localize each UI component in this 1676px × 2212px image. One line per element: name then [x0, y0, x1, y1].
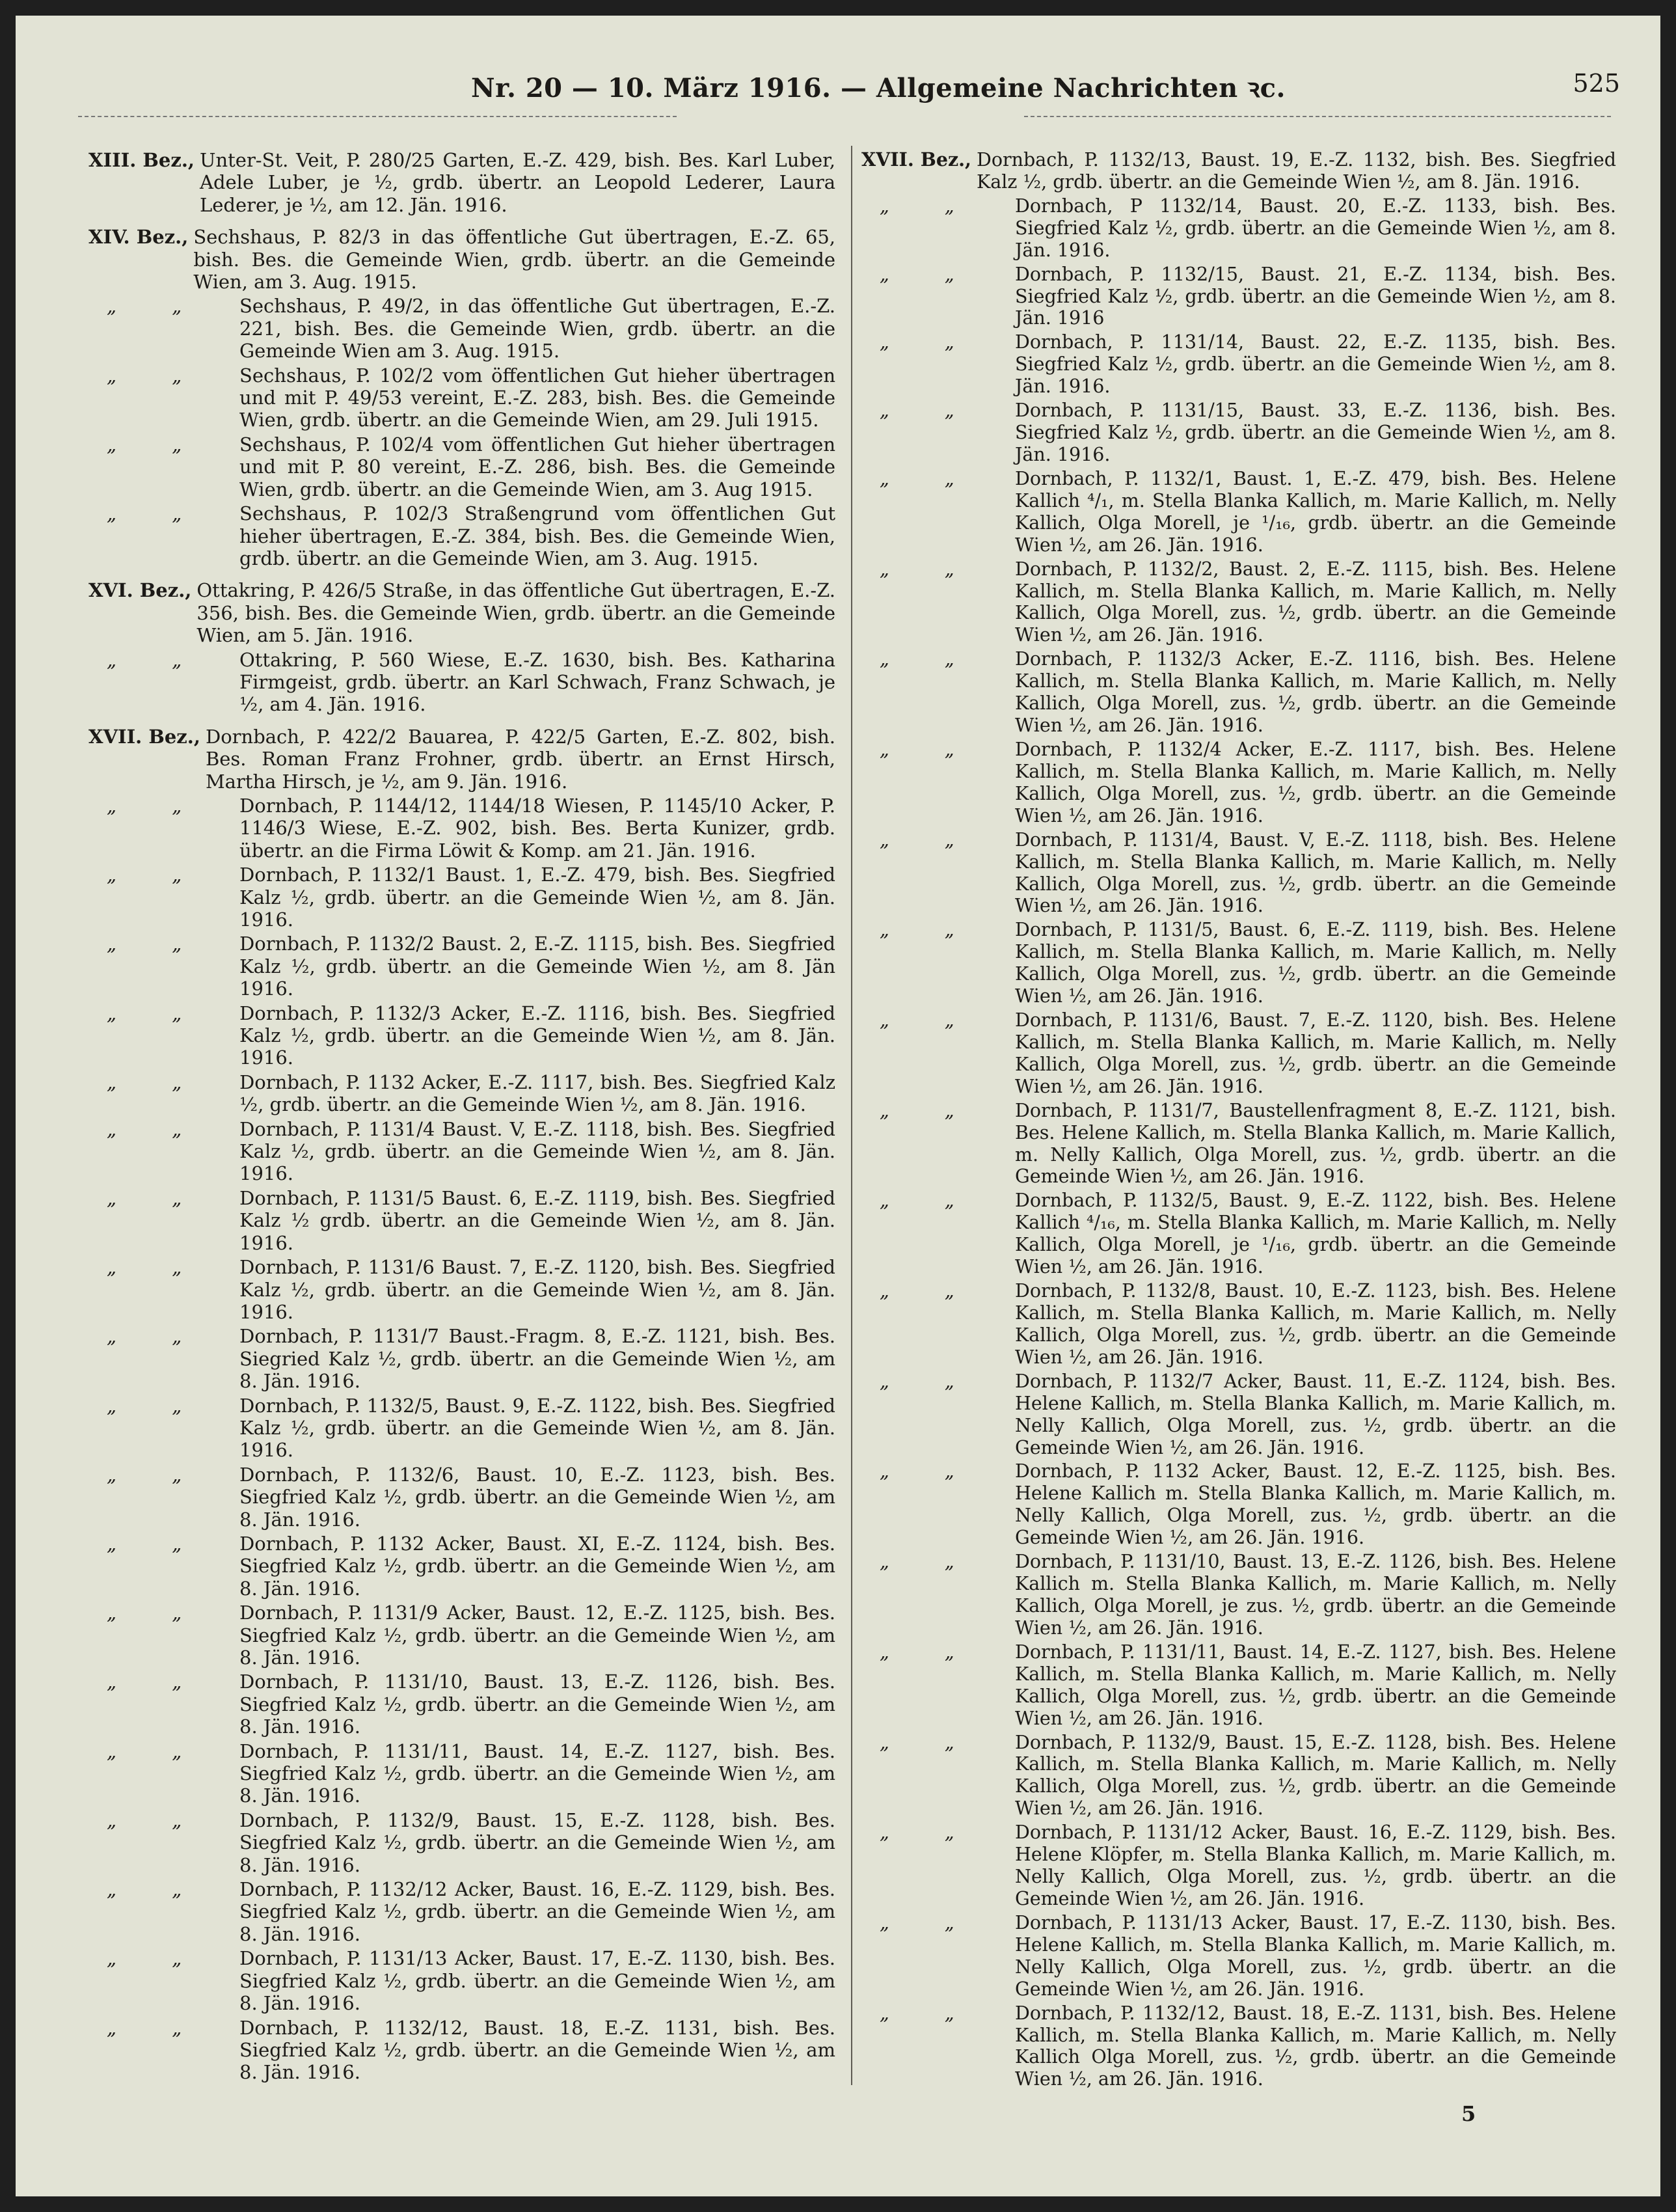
register-entry	[88, 1464, 835, 1531]
ditto-mark: „ „	[107, 502, 207, 525]
register-entry	[861, 2002, 1616, 2091]
ditto-mark: „ „	[107, 1256, 207, 1279]
ditto-mark: „ „	[107, 1532, 207, 1555]
ditto-mark: „ „	[880, 1460, 979, 1482]
entry-text: Dornbach, P. 1132 Acker, Baust. 12, E.-Z. 1125, bish. Bes. Helene Kallich m. Stella Blanka Kallich, m. Marie Kallich, m. Nelly Kallich, Olga Morell, zus. ½, grdb. übertr. an die Gemeinde Wien ½, am 26. Jän. 1916.	[1015, 1460, 1616, 1549]
register-entry	[88, 1533, 835, 1600]
ditto-mark: „ „	[107, 864, 207, 886]
ditto-mark: „ „	[107, 433, 207, 456]
entry-text: Dornbach, P. 1131/5 Baust. 6, E.-Z. 1119, bish. Bes. Siegfried Kalz ½ grdb. übertr. an die Gemeinde Wien ½, am 8. Jän. 1916.	[239, 1186, 835, 1254]
ditto-mark: „ „	[880, 738, 979, 760]
ditto-mark: „ „	[880, 1731, 979, 1753]
register-entry	[861, 1822, 1616, 1910]
register-entry	[861, 264, 1616, 330]
entry-text: Dornbach, P. 1131/14, Baust. 22, E.-Z. 1135, bish. Bes. Siegfried Kalz ½, grdb. übertr. an die Gemeinde Wien ½, am 8. Jän. 1916.	[1015, 331, 1616, 398]
register-entry	[88, 1071, 835, 1116]
ditto-mark: „ „	[107, 364, 207, 387]
register-entry	[88, 433, 835, 500]
ditto-mark: „ „	[880, 400, 979, 422]
left-column	[88, 149, 835, 2086]
district-label: XIV. Bez.,	[88, 226, 189, 249]
ditto-mark: „ „	[107, 648, 207, 671]
entry-text: Dornbach, P. 1131/11, Baust. 14, E.-Z. 1127, bish. Bes. Siegfried Kalz ½, grdb. übertr. an die Gemeinde Wien ½, am 8. Jän. 1916.	[239, 1740, 835, 1807]
entry-text: Dornbach, P. 1131/11, Baust. 14, E.-Z. 1127, bish. Bes. Helene Kallich, m. Stella Blanka Kallich, m. Marie Kallich, m. Nelly Kallich, Olga Morell, zus. ½, grdb. übertr. an die Gemeinde Wien ½, am 26. Jän. 1916.	[1015, 1641, 1616, 1729]
entry-text: Dornbach, P. 1132/4 Acker, E.-Z. 1117, bish. Bes. Helene Kallich, m. Stella Blanka Kallich, m. Marie Kallich, m. Nelly Kallich, Olga Morell, zus. ½, grdb. übertr. an die Gemeinde Wien ½, am 26. Jän. 1916.	[1015, 738, 1616, 826]
ditto-mark: „ „	[880, 1551, 979, 1573]
ditto-mark: „ „	[880, 828, 979, 851]
ditto-mark: „ „	[880, 1911, 979, 1933]
register-entry	[861, 1732, 1616, 1820]
register-entry	[861, 1371, 1616, 1459]
entry-text: Dornbach, P. 1131/10, Baust. 13, E.-Z. 1126, bish. Bes. Siegfried Kalz ½, grdb. übertr. an die Gemeinde Wien ½, am 8. Jän. 1916.	[239, 1671, 835, 1738]
ditto-mark: „ „	[107, 295, 207, 318]
entry-text: Dornbach, P. 1131/13 Acker, Baust. 17, E.-Z. 1130, bish. Bes. Siegfried Kalz ½, grdb. übertr. an die Gemeinde Wien ½, am 8. Jän. 1916.	[239, 1947, 835, 2015]
ditto-mark: „ „	[107, 1740, 207, 1762]
register-entry	[88, 295, 835, 362]
entry-text: Dornbach, P. 1132/7 Acker, Baust. 11, E.-Z. 1124, bish. Bes. Helene Kallich, m. Stella Blanka Kallich, m. Marie Kallich, m. Nelly Kallich, Olga Morell, zus. ½, grdb. übertr. an die Gemeinde Wien ½, am 26. Jän. 1916.	[1015, 1370, 1616, 1458]
entry-text: Dornbach, P. 1131/5, Baust. 6, E.-Z. 1119, bish. Bes. Helene Kallich, m. Stella Blanka Kallich, m. Marie Kallich, m. Nelly Kallich, Olga Morell, zus. ½, grdb. übertr. an die Gemeinde Wien ½, am 26. Jän. 1916.	[1015, 919, 1616, 1007]
ditto-mark: „ „	[880, 558, 979, 580]
entry-text: Sechshaus, P. 102/4 vom öffentlichen Gut hieher übertragen und mit P. 80 vereint, E.-Z. 286, bish. Bes. die Gemeinde Wien, grdb. übertr. an die Gemeinde Wien, am 3. Aug 1915.	[239, 433, 835, 500]
ditto-mark: „ „	[880, 1641, 979, 1663]
ditto-mark: „ „	[880, 467, 979, 489]
register-entry	[88, 226, 835, 293]
register-entry	[88, 1602, 835, 1669]
entry-text: Dornbach, P. 1132/8, Baust. 10, E.-Z. 1123, bish. Bes. Helene Kallich, m. Stella Blanka Kallich, m. Marie Kallich, m. Nelly Kallich, Olga Morell, zus. ½, grdb. übertr. an die Gemeinde Wien ½, am 26. Jän. 1916.	[1015, 1280, 1616, 1368]
district-label: XIII. Bez.,	[88, 149, 195, 171]
register-entry	[88, 1256, 835, 1323]
entry-text: Dornbach, P. 1132/3 Acker, E.-Z. 1116, bish. Bes. Helene Kallich, m. Stella Blanka Kallich, m. Marie Kallich, m. Nelly Kallich, Olga Morell, zus. ½, grdb. übertr. an die Gemeinde Wien ½, am 26. Jän. 1916.	[1015, 648, 1616, 737]
ditto-mark: „ „	[880, 1822, 979, 1844]
entry-text: Dornbach, P. 1132/1, Baust. 1, E.-Z. 479, bish. Bes. Helene Kallich ⁴/₁, m. Stella Blanka Kallich, m. Marie Kallich, m. Nelly Kallich, Olga Morell, je ¹/₁₆, grdb. übertr. an die Gemeinde Wien ½, am 26. Jän. 1916.	[1015, 467, 1616, 556]
ditto-mark: „ „	[880, 1190, 979, 1212]
entry-text: Dornbach, P. 1132 Acker, E.-Z. 1117, bish. Bes. Siegfried Kalz ½, grdb. übertr. an die Gemeinde Wien ½, am 8. Jän. 1916.	[239, 1071, 835, 1116]
district-label: XVII. Bez.,	[861, 148, 971, 171]
entry-text: Dornbach, P. 1131/4, Baust. V, E.-Z. 1118, bish. Bes. Helene Kallich, m. Stella Blanka Kallich, m. Marie Kallich, m. Nelly Kallich, Olga Morell, zus. ½, grdb. übertr. an die Gemeinde Wien ½, am 26. Jän. 1916.	[1015, 828, 1616, 917]
register-entry	[861, 919, 1616, 1007]
register-entry	[861, 149, 1616, 193]
page-header	[16, 69, 1660, 121]
ditto-mark: „ „	[880, 919, 979, 941]
entry-text: Dornbach, P. 1132/1 Baust. 1, E.-Z. 479, bish. Bes. Siegfried Kalz ½, grdb. übertr. an die Gemeinde Wien ½, am 8. Jän. 1916.	[239, 864, 835, 931]
ditto-mark: „ „	[880, 1099, 979, 1121]
header-rule-left	[78, 116, 677, 117]
ditto-mark: „ „	[880, 1280, 979, 1302]
register-entry	[88, 1809, 835, 1876]
register-entry	[88, 502, 835, 569]
register-entry	[861, 1100, 1616, 1188]
entry-text: Sechshaus, P. 102/2 vom öffentlichen Gut hieher übertragen und mit P. 49/53 vereint, E.-Z. 283, bish. Bes. die Gemeinde Wien, grdb. übertr. an die Gemeinde Wien, am 29. Juli 1915.	[239, 364, 835, 431]
entry-text: Dornbach, P. 1131/4 Baust. V, E.-Z. 1118, bish. Bes. Siegfried Kalz ½, grdb. übertr. an die Gemeinde Wien ½, am 8. Jän. 1916.	[239, 1117, 835, 1185]
entry-text: Dornbach, P. 1131/15, Baust. 33, E.-Z. 1136, bish. Bes. Siegfried Kalz ½, grdb. übertr. an die Gemeinde Wien ½, am 8. Jän. 1916.	[1015, 400, 1616, 465]
register-entry	[861, 1460, 1616, 1549]
ditto-mark: „ „	[107, 1878, 207, 1901]
entry-text: Dornbach, P. 1132/2, Baust. 2, E.-Z. 1115, bish. Bes. Helene Kallich, m. Stella Blanka Kallich, m. Marie Kallich, m. Nelly Kallich, Olga Morell, zus. ½, grdb. übertr. an die Gemeinde Wien ½, am 26. Jän. 1916.	[1015, 558, 1616, 646]
register-entry	[88, 1395, 835, 1462]
entry-text: Dornbach, P. 1131/7, Baustellenfragment 8, E.-Z. 1121, bish. Bes. Helene Kallich, m. Stella Blanka Kallich, m. Marie Kallich, m. Nelly Kallich, Olga Morell, zus. ½, grdb. übertr. an die Gemeinde Wien ½, am 26. Jän. 1916.	[1015, 1099, 1616, 1188]
ditto-mark: „ „	[880, 648, 979, 670]
ditto-mark: „ „	[107, 1117, 207, 1140]
register-entry	[861, 468, 1616, 556]
register-entry	[88, 1740, 835, 1807]
entry-text: Ottakring, P. 560 Wiese, E.-Z. 1630, bish. Bes. Katharina Firmgeist, grdb. übertr. an Karl Schwach, Franz Schwach, je ½, am 4. Jän. 1916.	[239, 648, 835, 716]
register-entry	[861, 648, 1616, 737]
ditto-mark: „ „	[107, 1947, 207, 1970]
ditto-mark: „ „	[880, 263, 979, 285]
ditto-mark: „ „	[107, 1071, 207, 1093]
register-entry	[88, 1325, 835, 1392]
register-entry	[88, 864, 835, 931]
register-entry	[88, 795, 835, 862]
entry-text: Unter-St. Veit, P. 280/25 Garten, E.-Z. 429, bish. Bes. Karl Luber, Adele Luber, je ½, grdb. übertr. an Leopold Lederer, Laura Lederer, je ½, am 12. Jän. 1916.	[200, 149, 835, 216]
register-entry	[861, 1190, 1616, 1278]
entry-text: Dornbach, P. 1131/6, Baust. 7, E.-Z. 1120, bish. Bes. Helene Kallich, m. Stella Blanka Kallich, m. Marie Kallich, m. Nelly Kallich, Olga Morell, zus. ½, grdb. übertr. an die Gemeinde Wien ½, am 26. Jän. 1916.	[1015, 1009, 1616, 1097]
ditto-mark: „ „	[880, 195, 979, 217]
header-rule-right	[1024, 116, 1611, 117]
entry-text: Ottakring, P. 426/5 Straße, in das öffentliche Gut übertragen, E.-Z. 356, bish. Bes. die Gemeinde Wien, grdb. übertr. an die Gemeinde Wien, am 5. Jän. 1916.	[196, 579, 835, 647]
register-entry	[861, 829, 1616, 918]
entry-text: Dornbach, P. 1132/3 Acker, E.-Z. 1116, bish. Bes. Siegfried Kalz ½, grdb. übertr. an die Gemeinde Wien ½, am 8. Jän. 1916.	[239, 1002, 835, 1069]
ditto-mark: „ „	[107, 933, 207, 955]
entry-text: Dornbach, P. 1131/13 Acker, Baust. 17, E.-Z. 1130, bish. Bes. Helene Kallich, m. Stella Blanka Kallich, m. Marie Kallich, m. Nelly Kallich, Olga Morell, zus. ½, grdb. übertr. an die Gemeinde Wien ½, am 26. Jän. 1916.	[1015, 1911, 1616, 2000]
entry-text: Dornbach, P 1132/14, Baust. 20, E.-Z. 1133, bish. Bes. Siegfried Kalz ½, grdb. übertr. an die Gemeinde Wien ½, am 8. Jän. 1916.	[1015, 195, 1616, 261]
register-entry	[88, 649, 835, 716]
ditto-mark: „ „	[107, 1671, 207, 1693]
entry-text: Dornbach, P. 1132/9, Baust. 15, E.-Z. 1128, bish. Bes. Helene Kallich, m. Stella Blanka Kallich, m. Marie Kallich, m. Nelly Kallich, Olga Morell, zus. ½, grdb. übertr. an die Gemeinde Wien ½, am 26. Jän. 1916.	[1015, 1731, 1616, 1820]
ditto-mark: „ „	[107, 1602, 207, 1624]
entry-text: Dornbach, P. 1132/5, Baust. 9, E.-Z. 1122, bish. Bes. Helene Kallich ⁴/₁₆, m. Stella Blanka Kallich, m. Marie Kallich, m. Nelly Kallich, Olga Morell, je ¹/₁₆, grdb. übertr. an die Gemeinde Wien ½, am 26. Jän. 1916.	[1015, 1190, 1616, 1278]
register-entry	[861, 558, 1616, 647]
ditto-mark: „ „	[107, 1394, 207, 1417]
register-entry	[861, 1912, 1616, 2000]
entry-text: Dornbach, P. 1132/9, Baust. 15, E.-Z. 1128, bish. Bes. Siegfried Kalz ½, grdb. übertr. an die Gemeinde Wien ½, am 8. Jän. 1916.	[239, 1809, 835, 1876]
entry-text: Dornbach, P. 1144/12, 1144/18 Wiesen, P. 1145/10 Acker, P. 1146/3 Wiese, E.-Z. 902, bish. Bes. Berta Kunizer, grdb. übertr. an die Firma Löwit & Komp. am 21. Jän. 1916.	[239, 794, 835, 862]
register-entry	[88, 726, 835, 793]
register-entry	[861, 739, 1616, 827]
ditto-mark: „ „	[107, 794, 207, 817]
register-entry	[861, 1280, 1616, 1369]
entry-text: Sechshaus, P. 49/2, in das öffentliche Gut übertragen, E.-Z. 221, bish. Bes. die Gemeinde Wien, grdb. übertr. an die Gemeinde Wien am 3. Aug. 1915.	[239, 295, 835, 362]
ditto-mark: „ „	[880, 2002, 979, 2024]
group-gap	[88, 718, 835, 726]
register-entry	[861, 1641, 1616, 1730]
entry-text: Dornbach, P. 1132/2 Baust. 2, E.-Z. 1115, bish. Bes. Siegfried Kalz ½, grdb. übertr. an die Gemeinde Wien ½, am 8. Jän 1916.	[239, 933, 835, 1000]
register-entry	[861, 1551, 1616, 1639]
register-entry	[88, 2017, 835, 2084]
entry-text: Sechshaus, P. 82/3 in das öffentliche Gut übertragen, E.-Z. 65, bish. Bes. die Gemeinde Wien, grdb. übertr. an die Gemeinde Wien, am 3. Aug. 1915.	[193, 226, 835, 294]
ditto-mark: „ „	[107, 1809, 207, 1831]
ditto-mark: „ „	[880, 331, 979, 353]
ditto-mark: „ „	[107, 1325, 207, 1348]
entry-text: Dornbach, P. 1132/5, Baust. 9, E.-Z. 1122, bish. Bes. Siegfried Kalz ½, grdb. übertr. an die Gemeinde Wien ½, am 8. Jän. 1916.	[239, 1394, 835, 1462]
entry-text: Dornbach, P. 1131/9 Acker, Baust. 12, E.-Z. 1125, bish. Bes. Siegfried Kalz ½, grdb. übertr. an die Gemeinde Wien ½, am 8. Jän. 1916.	[239, 1602, 835, 1669]
register-entry	[88, 1187, 835, 1254]
district-label: XVI. Bez.,	[88, 579, 192, 602]
entry-text: Dornbach, P. 1132/12, Baust. 18, E.-Z. 1131, bish. Bes. Siegfried Kalz ½, grdb. übertr. an die Gemeinde Wien ½, am 8. Jän. 1916.	[239, 2016, 835, 2084]
ditto-mark: „ „	[107, 1186, 207, 1209]
group-gap	[88, 218, 835, 226]
ditto-mark: „ „	[880, 1009, 979, 1031]
register-entry	[88, 1878, 835, 1945]
entry-text: Dornbach, P. 1132/13, Baust. 19, E.-Z. 1132, bish. Bes. Siegfried Kalz ½, grdb. übertr. an die Gemeinde Wien ½, am 8. Jän. 1916.	[976, 149, 1616, 193]
page-number: 525	[1573, 69, 1620, 98]
register-entry	[88, 364, 835, 431]
group-gap	[88, 571, 835, 579]
register-entry	[861, 195, 1616, 262]
register-entry	[88, 1118, 835, 1185]
register-entry	[88, 1002, 835, 1069]
register-entry	[861, 1009, 1616, 1098]
entry-text: Dornbach, P. 422/2 Bauarea, P. 422/5 Garten, E.-Z. 802, bish. Bes. Roman Franz Frohner, grdb. übertr. an Ernst Hirsch, Martha Hirsch, je ½, am 9. Jän. 1916.	[205, 725, 835, 793]
ditto-mark: „ „	[107, 1002, 207, 1024]
entry-text: Dornbach, P. 1132/15, Baust. 21, E.-Z. 1134, bish. Bes. Siegfried Kalz ½, grdb. übertr. an die Gemeinde Wien ½, am 8. Jän. 1916	[1015, 263, 1616, 329]
register-entry	[861, 400, 1616, 466]
register-entry	[88, 1947, 835, 2014]
register-entry	[88, 149, 835, 216]
signature-mark: 5	[1461, 2101, 1476, 2126]
right-column	[861, 149, 1616, 2092]
register-entry	[88, 1671, 835, 1738]
entry-text: Dornbach, P. 1132 Acker, Baust. XI, E.-Z. 1124, bish. Bes. Siegfried Kalz ½, grdb. übertr. an die Gemeinde Wien ½, am 8. Jän. 1916.	[239, 1532, 835, 1600]
register-entry	[88, 933, 835, 1000]
entry-text: Dornbach, P. 1131/6 Baust. 7, E.-Z. 1120, bish. Bes. Siegfried Kalz ½, grdb. übertr. an die Gemeinde Wien ½, am 8. Jän. 1916.	[239, 1256, 835, 1323]
page-title: Nr. 20 — 10. März 1916. — Allgemeine Nachrichten ꝛc.	[471, 73, 1286, 103]
ditto-mark: „ „	[880, 1370, 979, 1392]
ditto-mark: „ „	[107, 1463, 207, 1486]
entry-text: Dornbach, P. 1132/12, Baust. 18, E.-Z. 1131, bish. Bes. Helene Kallich, m. Stella Blanka Kallich, m. Marie Kallich, m. Nelly Kallich Olga Morell, zus. ½, grdb. übertr. an die Gemeinde Wien ½, am 26. Jän. 1916.	[1015, 2002, 1616, 2090]
entry-text: Sechshaus, P. 102/3 Straßengrund vom öffentlichen Gut hieher übertragen, E.-Z. 384, bish. Bes. die Gemeinde Wien, grdb. übertr. an die Gemeinde Wien, am 3. Aug. 1915.	[239, 502, 835, 569]
entry-text: Dornbach, P. 1132/6, Baust. 10, E.-Z. 1123, bish. Bes. Siegfried Kalz ½, grdb. übertr. an die Gemeinde Wien ½, am 8. Jän. 1916.	[239, 1463, 835, 1531]
entry-text: Dornbach, P. 1131/12 Acker, Baust. 16, E.-Z. 1129, bish. Bes. Helene Klöpfer, m. Stella Blanka Kallich, m. Marie Kallich, m. Nelly Kallich, Olga Morell, zus. ½, grdb. übertr. an die Gemeinde Wien ½, am 26. Jän. 1916.	[1015, 1822, 1616, 1909]
register-entry	[88, 579, 835, 646]
entry-text: Dornbach, P. 1131/7 Baust.-Fragm. 8, E.-Z. 1121, bish. Bes. Siegried Kalz ½, grdb. übertr. an die Gemeinde Wien ½, am 8. Jän. 1916.	[239, 1325, 835, 1393]
entry-text: Dornbach, P. 1132/12 Acker, Baust. 16, E.-Z. 1129, bish. Bes. Siegfried Kalz ½, grdb. übertr. an die Gemeinde Wien ½, am 8. Jän. 1916.	[239, 1878, 835, 1945]
column-divider	[851, 146, 852, 2085]
entry-text: Dornbach, P. 1131/10, Baust. 13, E.-Z. 1126, bish. Bes. Helene Kallich m. Stella Blanka Kallich, m. Marie Kallich, m. Nelly Kallich, Olga Morell, je zus. ½, grdb. übertr. an die Gemeinde Wien ½, am 26. Jän. 1916.	[1015, 1551, 1616, 1639]
ditto-mark: „ „	[107, 2016, 207, 2039]
newspaper-page	[16, 16, 1660, 2196]
district-label: XVII. Bez.,	[88, 725, 200, 748]
register-entry	[861, 331, 1616, 398]
